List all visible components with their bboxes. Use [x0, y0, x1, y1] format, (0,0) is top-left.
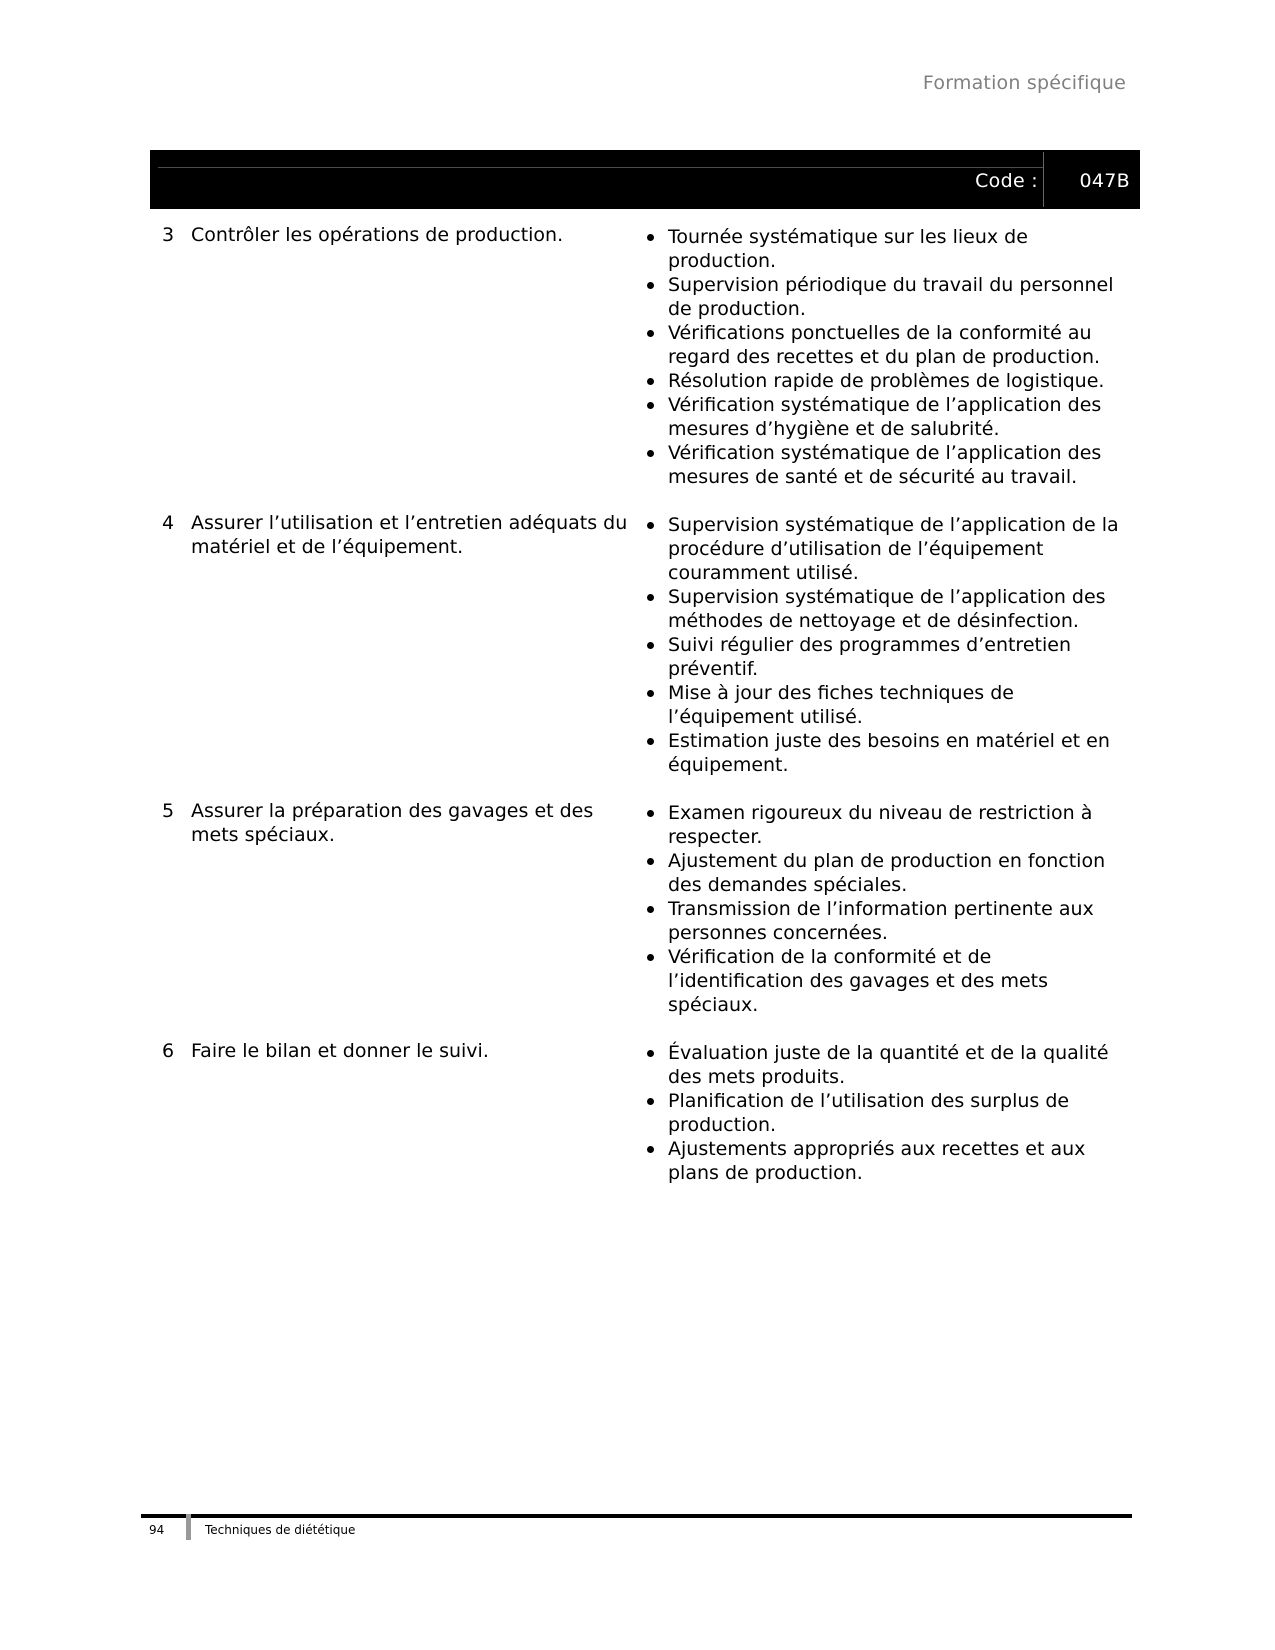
criteria-item: Vérification systématique de l’application des mesures de santé et de sécurité au travail. [644, 441, 1124, 489]
criteria-list [644, 1041, 1124, 1185]
criteria-cell [636, 799, 1124, 1017]
code-value: 047B [1079, 170, 1130, 192]
element-cell [150, 223, 636, 489]
table-row [150, 1039, 1140, 1185]
page-header-title: Formation spécifique [922, 72, 1126, 94]
table-row [150, 511, 1140, 777]
element-cell [150, 511, 636, 777]
criteria-cell [636, 511, 1124, 777]
code-label: Code : [975, 170, 1038, 192]
criteria-item: Vérification de la conformité et de l’identification des gavages et des mets spéciaux. [644, 945, 1124, 1017]
criteria-item: Vérifications ponctuelles de la conformité au regard des recettes et du plan de production. [644, 321, 1124, 369]
criteria-item: Supervision systématique de l’application de la procédure d’utilisation de l’équipement couramment utilisé. [644, 513, 1124, 585]
footer-rule [141, 1514, 1132, 1518]
table-row [150, 799, 1140, 1017]
competency-table [150, 223, 1140, 1207]
element-cell [150, 799, 636, 1017]
element-number: 6 [162, 1040, 175, 1062]
element-text: Assurer l’utilisation et l’entretien adéquats du matériel et de l’équipement. [191, 512, 628, 558]
code-bar-rule [158, 167, 1044, 168]
criteria-item: Vérification systématique de l’application des mesures d’hygiène et de salubrité. [644, 393, 1124, 441]
element-number: 4 [162, 512, 175, 534]
element-text: Assurer la préparation des gavages et des mets spéciaux. [191, 800, 594, 846]
criteria-item: Mise à jour des fiches techniques de l’équipement utilisé. [644, 681, 1124, 729]
element-text: Faire le bilan et donner le suivi. [191, 1040, 489, 1062]
criteria-item: Ajustement du plan de production en fonction des demandes spéciales. [644, 849, 1124, 897]
criteria-list [644, 225, 1124, 489]
criteria-item: Tournée systématique sur les lieux de production. [644, 225, 1124, 273]
criteria-item: Planification de l’utilisation des surplus de production. [644, 1089, 1124, 1137]
footer-separator [186, 1514, 191, 1540]
element-number: 3 [162, 224, 175, 246]
element-cell [150, 1039, 636, 1185]
criteria-list [644, 513, 1124, 777]
criteria-item: Estimation juste des besoins en matériel et en équipement. [644, 729, 1124, 777]
page-number: 94 [149, 1523, 165, 1537]
criteria-list [644, 801, 1124, 1017]
code-bar [150, 150, 1140, 209]
criteria-item: Examen rigoureux du niveau de restriction à respecter. [644, 801, 1124, 849]
criteria-cell [636, 223, 1124, 489]
criteria-item: Transmission de l’information pertinente aux personnes concernées. [644, 897, 1124, 945]
criteria-item: Supervision systématique de l’application des méthodes de nettoyage et de désinfection. [644, 585, 1124, 633]
criteria-item: Suivi régulier des programmes d’entretien préventif. [644, 633, 1124, 681]
code-bar-divider [1043, 152, 1044, 207]
element-text: Contrôler les opérations de production. [191, 224, 564, 246]
criteria-item: Ajustements appropriés aux recettes et aux plans de production. [644, 1137, 1124, 1185]
criteria-item: Évaluation juste de la quantité et de la qualité des mets produits. [644, 1041, 1124, 1089]
table-row [150, 223, 1140, 489]
criteria-item: Supervision périodique du travail du personnel de production. [644, 273, 1124, 321]
criteria-item: Résolution rapide de problèmes de logistique. [644, 369, 1124, 393]
footer-title: Techniques de diététique [205, 1523, 356, 1537]
criteria-cell [636, 1039, 1124, 1185]
element-number: 5 [162, 800, 175, 822]
